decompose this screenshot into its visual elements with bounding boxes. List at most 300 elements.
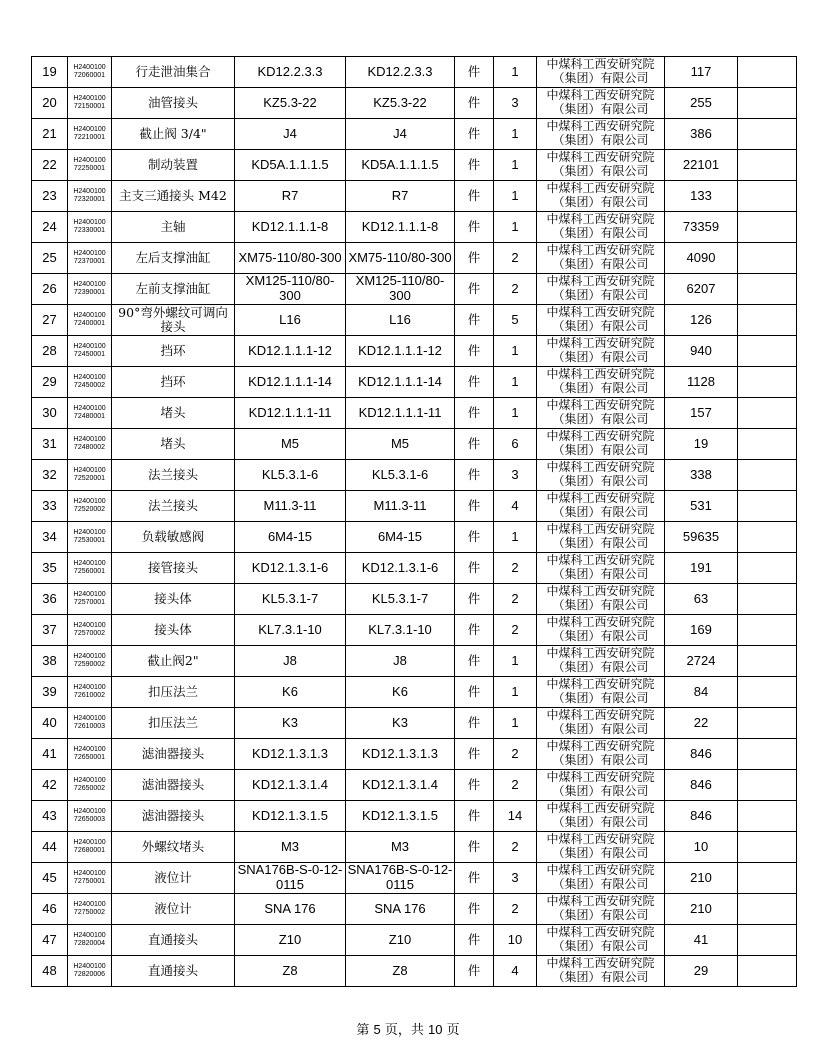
part-spec: KL5.3.1-7 [346, 584, 455, 615]
remarks-cell [738, 739, 797, 770]
table-row [32, 677, 797, 708]
remarks-cell [738, 274, 797, 305]
table-row [32, 863, 797, 894]
part-name: 直通接头 [112, 956, 235, 987]
material-code: H2400100 72570002 [68, 615, 112, 646]
supplier: 中煤科工西安研究院（集团）有限公司 [537, 88, 665, 119]
part-name: 滤油器接头 [112, 770, 235, 801]
part-name: 外螺纹堵头 [112, 832, 235, 863]
price: 210 [665, 894, 738, 925]
unit: 件 [455, 212, 494, 243]
part-spec: M11.3-11 [346, 491, 455, 522]
price: 126 [665, 305, 738, 336]
part-spec: KD12.1.3.1.3 [346, 739, 455, 770]
row-number: 35 [32, 553, 68, 584]
row-number: 47 [32, 925, 68, 956]
part-name: 主轴 [112, 212, 235, 243]
material-code: H2400100 72680001 [68, 832, 112, 863]
material-code: H2400100 72480001 [68, 398, 112, 429]
part-spec: J4 [346, 119, 455, 150]
part-model: KD12.1.3.1.5 [235, 801, 346, 832]
remarks-cell [738, 88, 797, 119]
table-row [32, 181, 797, 212]
unit: 件 [455, 770, 494, 801]
quantity: 2 [494, 274, 537, 305]
row-number: 34 [32, 522, 68, 553]
table-row [32, 832, 797, 863]
material-code: H2400100 72520001 [68, 460, 112, 491]
supplier: 中煤科工西安研究院（集团）有限公司 [537, 677, 665, 708]
unit: 件 [455, 150, 494, 181]
supplier: 中煤科工西安研究院（集团）有限公司 [537, 894, 665, 925]
part-model: KD5A.1.1.1.5 [235, 150, 346, 181]
quantity: 3 [494, 863, 537, 894]
row-number: 28 [32, 336, 68, 367]
row-number: 19 [32, 57, 68, 88]
row-number: 33 [32, 491, 68, 522]
row-number: 38 [32, 646, 68, 677]
material-code: H2400100 72330001 [68, 212, 112, 243]
part-name: 接头体 [112, 584, 235, 615]
price: 210 [665, 863, 738, 894]
quantity: 2 [494, 894, 537, 925]
remarks-cell [738, 336, 797, 367]
material-code: H2400100 72820004 [68, 925, 112, 956]
remarks-cell [738, 522, 797, 553]
quantity: 10 [494, 925, 537, 956]
supplier: 中煤科工西安研究院（集团）有限公司 [537, 150, 665, 181]
unit: 件 [455, 863, 494, 894]
part-spec: Z10 [346, 925, 455, 956]
quantity: 1 [494, 212, 537, 243]
part-spec: R7 [346, 181, 455, 212]
unit: 件 [455, 367, 494, 398]
price: 846 [665, 770, 738, 801]
part-name: 左后支撑油缸 [112, 243, 235, 274]
price: 29 [665, 956, 738, 987]
remarks-cell [738, 119, 797, 150]
quantity: 2 [494, 615, 537, 646]
part-name: 挡环 [112, 336, 235, 367]
part-model: SNA 176 [235, 894, 346, 925]
remarks-cell [738, 832, 797, 863]
table-row [32, 274, 797, 305]
part-name: 直通接头 [112, 925, 235, 956]
row-number: 46 [32, 894, 68, 925]
part-spec: SNA176B-S-0-12-0115 [346, 863, 455, 894]
supplier: 中煤科工西安研究院（集团）有限公司 [537, 553, 665, 584]
row-number: 36 [32, 584, 68, 615]
row-number: 26 [32, 274, 68, 305]
supplier: 中煤科工西安研究院（集团）有限公司 [537, 57, 665, 88]
part-model: M11.3-11 [235, 491, 346, 522]
row-number: 22 [32, 150, 68, 181]
row-number: 20 [32, 88, 68, 119]
quantity: 1 [494, 708, 537, 739]
parts-table-body [32, 57, 797, 987]
price: 59635 [665, 522, 738, 553]
supplier: 中煤科工西安研究院（集团）有限公司 [537, 491, 665, 522]
supplier: 中煤科工西安研究院（集团）有限公司 [537, 584, 665, 615]
part-model: Z8 [235, 956, 346, 987]
price: 169 [665, 615, 738, 646]
unit: 件 [455, 677, 494, 708]
unit: 件 [455, 460, 494, 491]
price: 2724 [665, 646, 738, 677]
unit: 件 [455, 57, 494, 88]
part-spec: KD12.1.3.1.4 [346, 770, 455, 801]
unit: 件 [455, 88, 494, 119]
part-spec: M5 [346, 429, 455, 460]
table-row [32, 615, 797, 646]
part-model: J8 [235, 646, 346, 677]
quantity: 1 [494, 646, 537, 677]
quantity: 2 [494, 832, 537, 863]
material-code: H2400100 72590002 [68, 646, 112, 677]
material-code: H2400100 72060001 [68, 57, 112, 88]
quantity: 4 [494, 956, 537, 987]
remarks-cell [738, 305, 797, 336]
quantity: 1 [494, 150, 537, 181]
supplier: 中煤科工西安研究院（集团）有限公司 [537, 181, 665, 212]
price: 531 [665, 491, 738, 522]
part-name: 挡环 [112, 367, 235, 398]
table-row [32, 336, 797, 367]
material-code: H2400100 72370001 [68, 243, 112, 274]
part-model: M3 [235, 832, 346, 863]
part-model: KD12.2.3.3 [235, 57, 346, 88]
part-model: KZ5.3-22 [235, 88, 346, 119]
part-model: K6 [235, 677, 346, 708]
remarks-cell [738, 956, 797, 987]
price: 19 [665, 429, 738, 460]
part-name: 行走泄油集合 [112, 57, 235, 88]
price: 117 [665, 57, 738, 88]
table-row [32, 212, 797, 243]
part-spec: KL5.3.1-6 [346, 460, 455, 491]
part-spec: KZ5.3-22 [346, 88, 455, 119]
material-code: H2400100 72570001 [68, 584, 112, 615]
row-number: 23 [32, 181, 68, 212]
row-number: 44 [32, 832, 68, 863]
part-spec: J8 [346, 646, 455, 677]
row-number: 29 [32, 367, 68, 398]
table-row [32, 553, 797, 584]
quantity: 4 [494, 491, 537, 522]
material-code: H2400100 72820006 [68, 956, 112, 987]
supplier: 中煤科工西安研究院（集团）有限公司 [537, 863, 665, 894]
part-name: 截止阀 3/4" [112, 119, 235, 150]
row-number: 39 [32, 677, 68, 708]
unit: 件 [455, 522, 494, 553]
supplier: 中煤科工西安研究院（集团）有限公司 [537, 460, 665, 491]
quantity: 2 [494, 739, 537, 770]
remarks-cell [738, 491, 797, 522]
part-model: 6M4-15 [235, 522, 346, 553]
part-name: 法兰接头 [112, 460, 235, 491]
price: 338 [665, 460, 738, 491]
part-model: KD12.1.1.1-14 [235, 367, 346, 398]
table-row [32, 429, 797, 460]
supplier: 中煤科工西安研究院（集团）有限公司 [537, 336, 665, 367]
table-row [32, 398, 797, 429]
supplier: 中煤科工西安研究院（集团）有限公司 [537, 305, 665, 336]
quantity: 1 [494, 119, 537, 150]
price: 1128 [665, 367, 738, 398]
part-spec: KL7.3.1-10 [346, 615, 455, 646]
row-number: 25 [32, 243, 68, 274]
supplier: 中煤科工西安研究院（集团）有限公司 [537, 708, 665, 739]
part-name: 堵头 [112, 398, 235, 429]
material-code: H2400100 72610002 [68, 677, 112, 708]
part-model: K3 [235, 708, 346, 739]
part-name: 制动装置 [112, 150, 235, 181]
price: 10 [665, 832, 738, 863]
part-spec: KD12.1.3.1-6 [346, 553, 455, 584]
unit: 件 [455, 243, 494, 274]
footer-prefix: 第 [356, 1023, 374, 1038]
unit: 件 [455, 925, 494, 956]
part-model: R7 [235, 181, 346, 212]
part-spec: KD12.2.3.3 [346, 57, 455, 88]
row-number: 24 [32, 212, 68, 243]
price: 846 [665, 739, 738, 770]
row-number: 27 [32, 305, 68, 336]
part-model: KL5.3.1-7 [235, 584, 346, 615]
remarks-cell [738, 57, 797, 88]
unit: 件 [455, 429, 494, 460]
table-row [32, 770, 797, 801]
row-number: 45 [32, 863, 68, 894]
part-spec: Z8 [346, 956, 455, 987]
material-code: H2400100 72530001 [68, 522, 112, 553]
part-name: 液位计 [112, 894, 235, 925]
remarks-cell [738, 243, 797, 274]
price: 133 [665, 181, 738, 212]
price: 940 [665, 336, 738, 367]
quantity: 2 [494, 243, 537, 274]
remarks-cell [738, 584, 797, 615]
quantity: 1 [494, 367, 537, 398]
row-number: 32 [32, 460, 68, 491]
material-code: H2400100 72650002 [68, 770, 112, 801]
row-number: 21 [32, 119, 68, 150]
material-code: H2400100 72650003 [68, 801, 112, 832]
part-model: Z10 [235, 925, 346, 956]
part-model: KD12.1.1.1-12 [235, 336, 346, 367]
part-spec: XM75-110/80-300 [346, 243, 455, 274]
quantity: 5 [494, 305, 537, 336]
unit: 件 [455, 584, 494, 615]
quantity: 6 [494, 429, 537, 460]
part-name: 扣压法兰 [112, 677, 235, 708]
remarks-cell [738, 429, 797, 460]
unit: 件 [455, 274, 494, 305]
unit: 件 [455, 491, 494, 522]
part-model: XM75-110/80-300 [235, 243, 346, 274]
table-row [32, 801, 797, 832]
quantity: 3 [494, 88, 537, 119]
part-name: 扣压法兰 [112, 708, 235, 739]
table-row [32, 584, 797, 615]
footer-middle: 页，共 [380, 1023, 429, 1038]
supplier: 中煤科工西安研究院（集团）有限公司 [537, 367, 665, 398]
table-row [32, 243, 797, 274]
remarks-cell [738, 894, 797, 925]
supplier: 中煤科工西安研究院（集团）有限公司 [537, 801, 665, 832]
table-row [32, 119, 797, 150]
supplier: 中煤科工西安研究院（集团）有限公司 [537, 925, 665, 956]
part-name: 堵头 [112, 429, 235, 460]
part-name: 法兰接头 [112, 491, 235, 522]
part-spec: KD12.1.1.1-11 [346, 398, 455, 429]
material-code: H2400100 72320001 [68, 181, 112, 212]
part-model: KD12.1.1.1-11 [235, 398, 346, 429]
price: 191 [665, 553, 738, 584]
price: 22101 [665, 150, 738, 181]
table-row [32, 491, 797, 522]
supplier: 中煤科工西安研究院（集团）有限公司 [537, 739, 665, 770]
part-model: M5 [235, 429, 346, 460]
table-row [32, 925, 797, 956]
part-model: L16 [235, 305, 346, 336]
price: 255 [665, 88, 738, 119]
material-code: H2400100 72400001 [68, 305, 112, 336]
row-number: 42 [32, 770, 68, 801]
table-row [32, 708, 797, 739]
price: 63 [665, 584, 738, 615]
page-footer [0, 1019, 816, 1038]
remarks-cell [738, 181, 797, 212]
supplier: 中煤科工西安研究院（集团）有限公司 [537, 770, 665, 801]
material-code: H2400100 72450002 [68, 367, 112, 398]
remarks-cell [738, 460, 797, 491]
quantity: 1 [494, 677, 537, 708]
part-name: 左前支撑油缸 [112, 274, 235, 305]
unit: 件 [455, 956, 494, 987]
price: 386 [665, 119, 738, 150]
remarks-cell [738, 770, 797, 801]
part-name: 主支三通接头 M42 [112, 181, 235, 212]
part-model: KD12.1.3.1.4 [235, 770, 346, 801]
remarks-cell [738, 150, 797, 181]
quantity: 2 [494, 584, 537, 615]
table-row [32, 956, 797, 987]
part-model: KD12.1.1.1-8 [235, 212, 346, 243]
supplier: 中煤科工西安研究院（集团）有限公司 [537, 119, 665, 150]
part-spec: KD5A.1.1.1.5 [346, 150, 455, 181]
unit: 件 [455, 181, 494, 212]
remarks-cell [738, 863, 797, 894]
remarks-cell [738, 646, 797, 677]
part-model: SNA176B-S-0-12-0115 [235, 863, 346, 894]
remarks-cell [738, 398, 797, 429]
material-code: H2400100 72210001 [68, 119, 112, 150]
remarks-cell [738, 925, 797, 956]
unit: 件 [455, 646, 494, 677]
part-spec: SNA 176 [346, 894, 455, 925]
material-code: H2400100 72610003 [68, 708, 112, 739]
part-model: XM125-110/80-300 [235, 274, 346, 305]
unit: 件 [455, 336, 494, 367]
material-code: H2400100 72250001 [68, 150, 112, 181]
price: 73359 [665, 212, 738, 243]
part-name: 截止阀2" [112, 646, 235, 677]
part-model: J4 [235, 119, 346, 150]
part-spec: 6M4-15 [346, 522, 455, 553]
material-code: H2400100 72450001 [68, 336, 112, 367]
part-name: 液位计 [112, 863, 235, 894]
supplier: 中煤科工西安研究院（集团）有限公司 [537, 615, 665, 646]
part-model: KD12.1.3.1-6 [235, 553, 346, 584]
table-row [32, 894, 797, 925]
footer-page-number: 5 [373, 1022, 381, 1037]
row-number: 30 [32, 398, 68, 429]
table-row [32, 305, 797, 336]
supplier: 中煤科工西安研究院（集团）有限公司 [537, 522, 665, 553]
part-name: 油管接头 [112, 88, 235, 119]
supplier: 中煤科工西安研究院（集团）有限公司 [537, 956, 665, 987]
price: 84 [665, 677, 738, 708]
part-spec: L16 [346, 305, 455, 336]
unit: 件 [455, 553, 494, 584]
material-code: H2400100 72750002 [68, 894, 112, 925]
quantity: 1 [494, 57, 537, 88]
price: 22 [665, 708, 738, 739]
part-spec: KD12.1.1.1-8 [346, 212, 455, 243]
remarks-cell [738, 615, 797, 646]
part-spec: KD12.1.1.1-12 [346, 336, 455, 367]
table-row [32, 522, 797, 553]
part-name: 90°弯外螺纹可调向接头 [112, 305, 235, 336]
quantity: 2 [494, 553, 537, 584]
unit: 件 [455, 801, 494, 832]
part-spec: XM125-110/80-300 [346, 274, 455, 305]
table-row [32, 367, 797, 398]
material-code: H2400100 72520002 [68, 491, 112, 522]
material-code: H2400100 72150001 [68, 88, 112, 119]
unit: 件 [455, 398, 494, 429]
quantity: 1 [494, 522, 537, 553]
quantity: 1 [494, 398, 537, 429]
unit: 件 [455, 119, 494, 150]
quantity: 1 [494, 181, 537, 212]
row-number: 48 [32, 956, 68, 987]
part-model: KL5.3.1-6 [235, 460, 346, 491]
supplier: 中煤科工西安研究院（集团）有限公司 [537, 243, 665, 274]
row-number: 40 [32, 708, 68, 739]
remarks-cell [738, 708, 797, 739]
table-row [32, 646, 797, 677]
part-spec: KD12.1.1.1-14 [346, 367, 455, 398]
table-row [32, 739, 797, 770]
unit: 件 [455, 708, 494, 739]
remarks-cell [738, 212, 797, 243]
quantity: 3 [494, 460, 537, 491]
part-model: KL7.3.1-10 [235, 615, 346, 646]
footer-total-pages: 10 [428, 1022, 443, 1037]
part-name: 接管接头 [112, 553, 235, 584]
quantity: 14 [494, 801, 537, 832]
material-code: H2400100 72650001 [68, 739, 112, 770]
supplier: 中煤科工西安研究院（集团）有限公司 [537, 274, 665, 305]
table-row [32, 57, 797, 88]
row-number: 41 [32, 739, 68, 770]
part-name: 滤油器接头 [112, 739, 235, 770]
remarks-cell [738, 367, 797, 398]
remarks-cell [738, 677, 797, 708]
part-name: 滤油器接头 [112, 801, 235, 832]
